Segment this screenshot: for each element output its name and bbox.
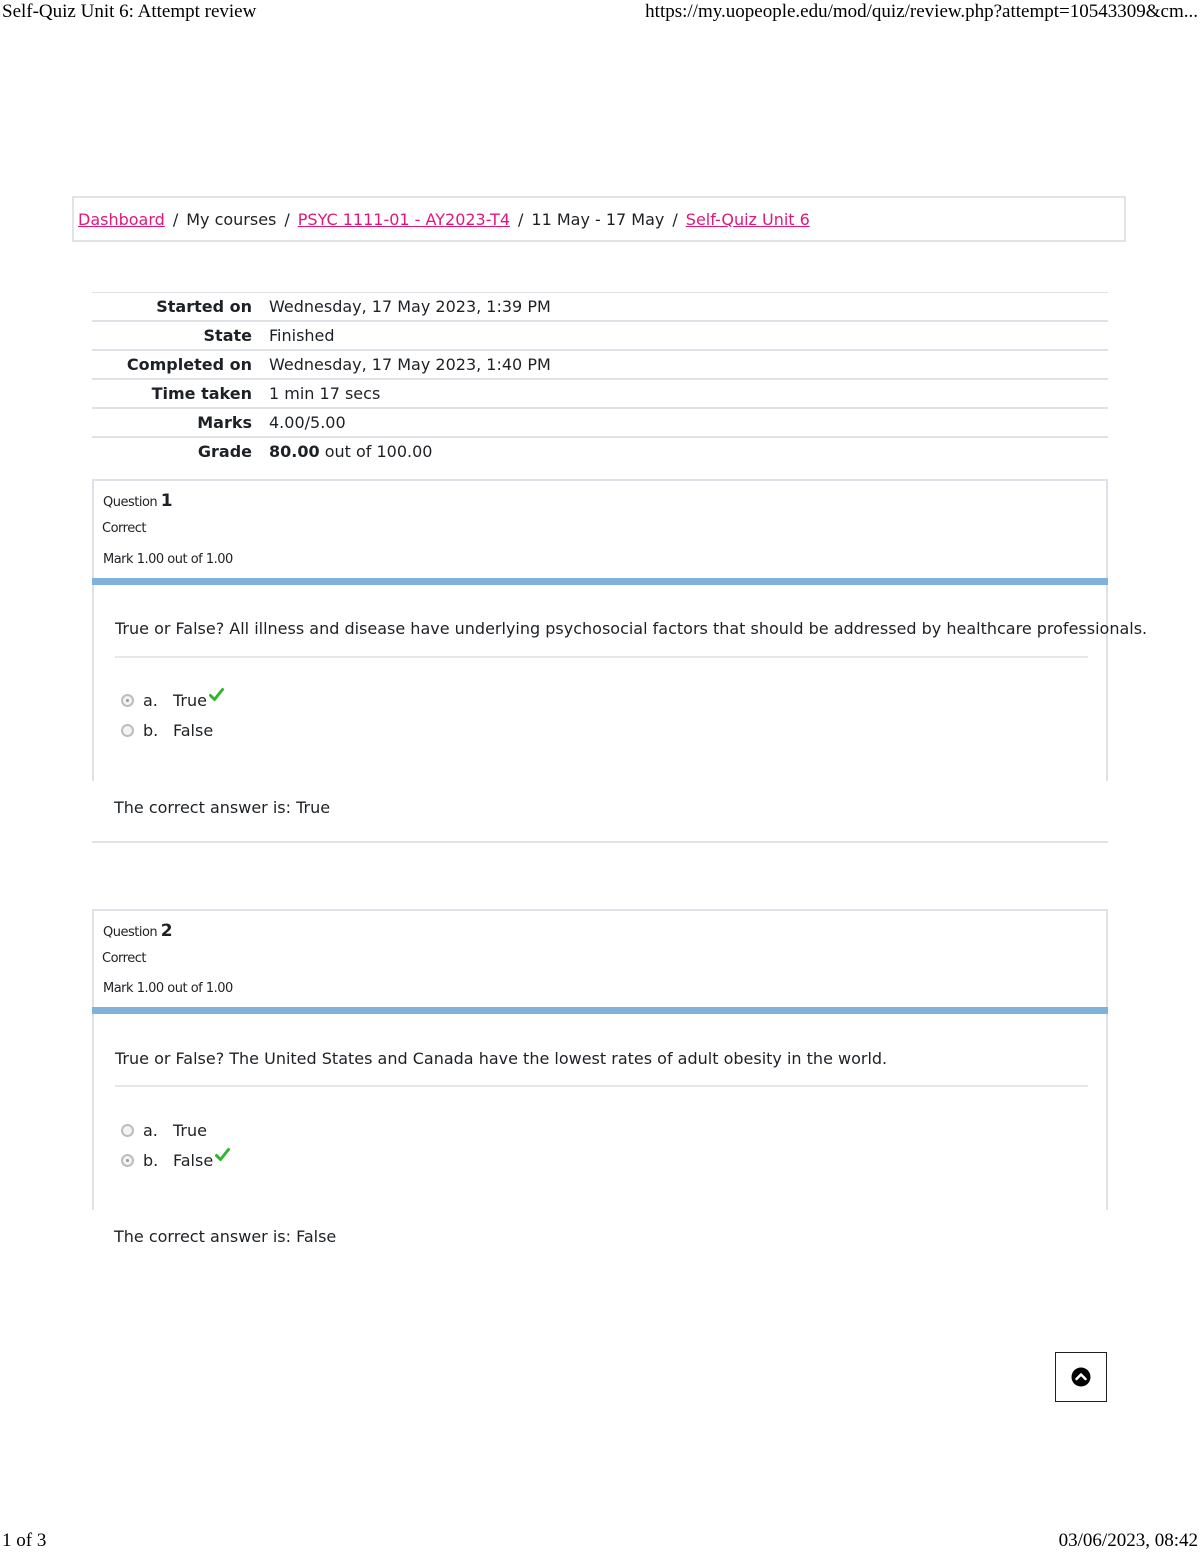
summary-label: Started on (156, 297, 252, 316)
question-state: Correct (102, 951, 146, 966)
question-state: Correct (102, 521, 146, 536)
feedback-border (92, 841, 1108, 843)
question-feedback-2 (92, 1210, 1108, 1270)
question-divider-bar (92, 1007, 1108, 1014)
answer-option-a[interactable] (121, 689, 224, 711)
back-to-top-button[interactable] (1055, 1352, 1107, 1402)
summary-value (269, 442, 432, 461)
answer-option-b[interactable] (121, 719, 213, 741)
breadcrumb-week: 11 May - 17 May (531, 209, 665, 229)
summary-value: Wednesday, 17 May 2023, 1:39 PM (269, 297, 551, 316)
answer-letter: a. (143, 1120, 158, 1140)
check-icon (215, 1148, 230, 1162)
answer-text: False (173, 1150, 214, 1170)
print-footer-page: 1 of 3 (2, 1530, 47, 1551)
summary-label: State (203, 326, 252, 345)
question-text: True or False? The United States and Canada have the lowest rates of adult obesity in the world. (115, 1049, 888, 1068)
answer-letter: b. (143, 720, 159, 740)
summary-row-state (92, 322, 1108, 351)
breadcrumb-quiz-link[interactable]: Self-Quiz Unit 6 (685, 209, 810, 229)
summary-row-started-on (92, 293, 1108, 322)
breadcrumb-separator: / (672, 209, 678, 229)
summary-label: Time taken (151, 384, 252, 403)
breadcrumb (72, 196, 1126, 242)
grade-score: 80.00 (269, 442, 320, 461)
question-divider-bar (92, 578, 1108, 585)
summary-value: Finished (269, 326, 335, 345)
question-number (103, 491, 173, 511)
question-text-divider (115, 656, 1088, 658)
summary-label: Grade (197, 442, 252, 461)
summary-value: 4.00/5.00 (269, 413, 346, 432)
question-number (103, 921, 173, 941)
breadcrumb-course-link[interactable]: PSYC 1111-01 - AY2023-T4 (297, 209, 510, 229)
chevron-up-icon (1071, 1367, 1091, 1387)
summary-value: Wednesday, 17 May 2023, 1:40 PM (269, 355, 551, 374)
question-number-value: 1 (160, 491, 173, 511)
question-text-divider (115, 1085, 1088, 1087)
attempt-summary-table (92, 292, 1108, 465)
question-content-2 (92, 1014, 1108, 1210)
summary-label: Marks (197, 413, 252, 432)
answer-text: False (173, 720, 214, 740)
answer-text: True (173, 1120, 207, 1140)
answer-text: True (173, 690, 207, 710)
answer-letter: b. (143, 1150, 159, 1170)
question-feedback-1 (92, 781, 1108, 841)
question-number-value: 2 (160, 921, 173, 941)
breadcrumb-dashboard-link[interactable]: Dashboard (78, 209, 165, 229)
question-info-1 (92, 479, 1108, 578)
breadcrumb-my-courses: My courses (186, 209, 277, 229)
answer-option-b[interactable] (121, 1149, 230, 1171)
question-label: Question (103, 495, 158, 510)
correct-answer-text: The correct answer is: True (114, 798, 331, 817)
summary-row-time-taken (92, 380, 1108, 409)
question-info-2 (92, 909, 1108, 1007)
question-text: True or False? All illness and disease have underlying psychosocial factors that should be addressed by healthcare professionals. (115, 619, 1148, 638)
correct-answer-text: The correct answer is: False (114, 1227, 337, 1246)
answer-option-a[interactable] (121, 1119, 207, 1141)
print-footer-datetime: 03/06/2023, 08:42 (1058, 1530, 1198, 1551)
print-header-title: Self-Quiz Unit 6: Attempt review (2, 1, 257, 22)
question-content-1 (92, 585, 1148, 781)
breadcrumb-separator: / (518, 209, 524, 229)
grade-out-of: out of 100.00 (319, 442, 433, 461)
radio-selected[interactable] (121, 694, 134, 707)
breadcrumb-separator: / (172, 209, 179, 229)
radio-selected[interactable] (121, 1154, 134, 1167)
summary-value: 1 min 17 secs (269, 384, 381, 403)
summary-row-marks (92, 409, 1108, 438)
print-header-url: https://my.uopeople.edu/mod/quiz/review.php?attempt=10543309&cm... (645, 1, 1198, 22)
answer-letter: a. (143, 690, 158, 710)
radio-unselected[interactable] (121, 1124, 134, 1137)
question-mark: Mark 1.00 out of 1.00 (103, 552, 233, 567)
question-mark: Mark 1.00 out of 1.00 (103, 981, 233, 996)
check-icon (209, 688, 224, 702)
summary-row-completed-on (92, 351, 1108, 380)
radio-unselected[interactable] (121, 724, 134, 737)
summary-row-grade (92, 438, 1108, 465)
question-label: Question (103, 925, 158, 940)
summary-label: Completed on (126, 355, 252, 374)
breadcrumb-separator: / (284, 209, 290, 229)
